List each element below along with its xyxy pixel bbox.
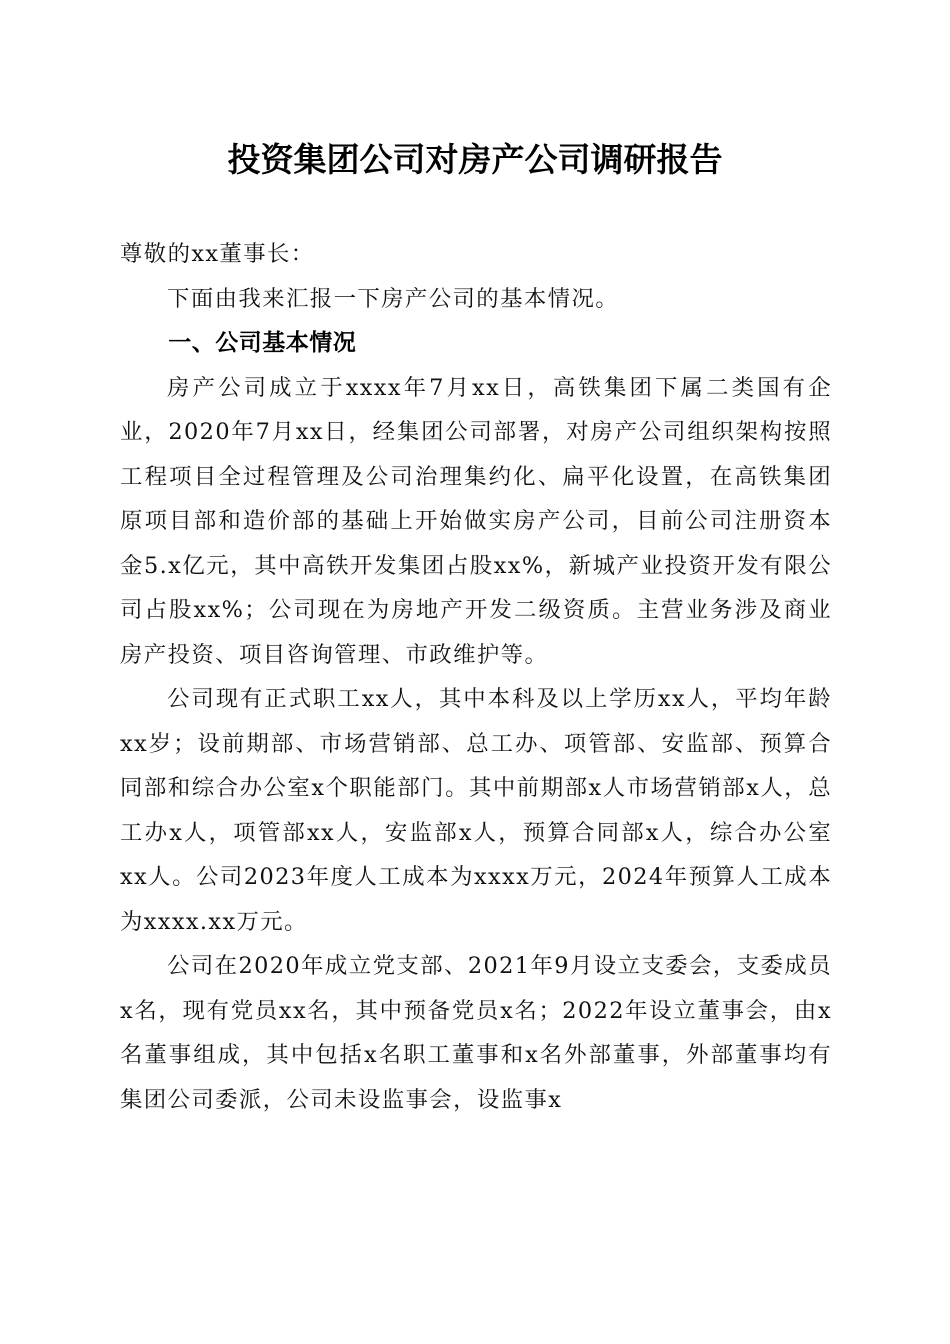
intro-paragraph: 下面由我来汇报一下房产公司的基本情况。 <box>167 285 620 312</box>
document-body <box>120 232 832 1122</box>
paragraph-staff: 公司现有正式职工xx人，其中本科及以上学历xx人，平均年龄xx岁；设前期部、市场营销部、总工办、项管部、安监部、预算合同部和综合办公室x个职能部门。其中前期部x人市场营销部x人，总工办x人，项管部xx人，安监部x人，预算合同部x人，综合办公室xx人。公司2023年度人工成本为xxxx万元，2024年预算人工成本为xxxx.xx万元。 <box>120 686 832 935</box>
paragraph-governance: 公司在2020年成立党支部、2021年9月设立支委会，支委成员x名，现有党员xx名，其中预备党员x名；2022年设立董事会，由x名董事组成，其中包括x名职工董事和x名外部董事，外部董事均有集团公司委派，公司未设监事会，设监事x <box>120 953 832 1113</box>
salutation: 尊敬的xx董事长： <box>120 241 315 267</box>
section-heading: 一、公司基本情况 <box>168 330 357 356</box>
paragraph-company-overview: 房产公司成立于xxxx年7月xx日，高铁集团下属二类国有企业，2020年7月xx日，经集团公司部署，对房产公司组织架构按照工程项目全过程管理及公司治理集约化、扁平化设置，在高铁集团原项目部和造价部的基础上开始做实房产公司，目前公司注册资本金5.x亿元，其中高铁开发集团占股xx%，新城产业投资开发有限公司占股xx%；公司现在为房地产开发二级资质。主营业务涉及商业房产投资、项目咨询管理、市政维护等。 <box>120 374 832 668</box>
document-title: 投资集团公司对房产公司调研报告 <box>227 140 723 179</box>
